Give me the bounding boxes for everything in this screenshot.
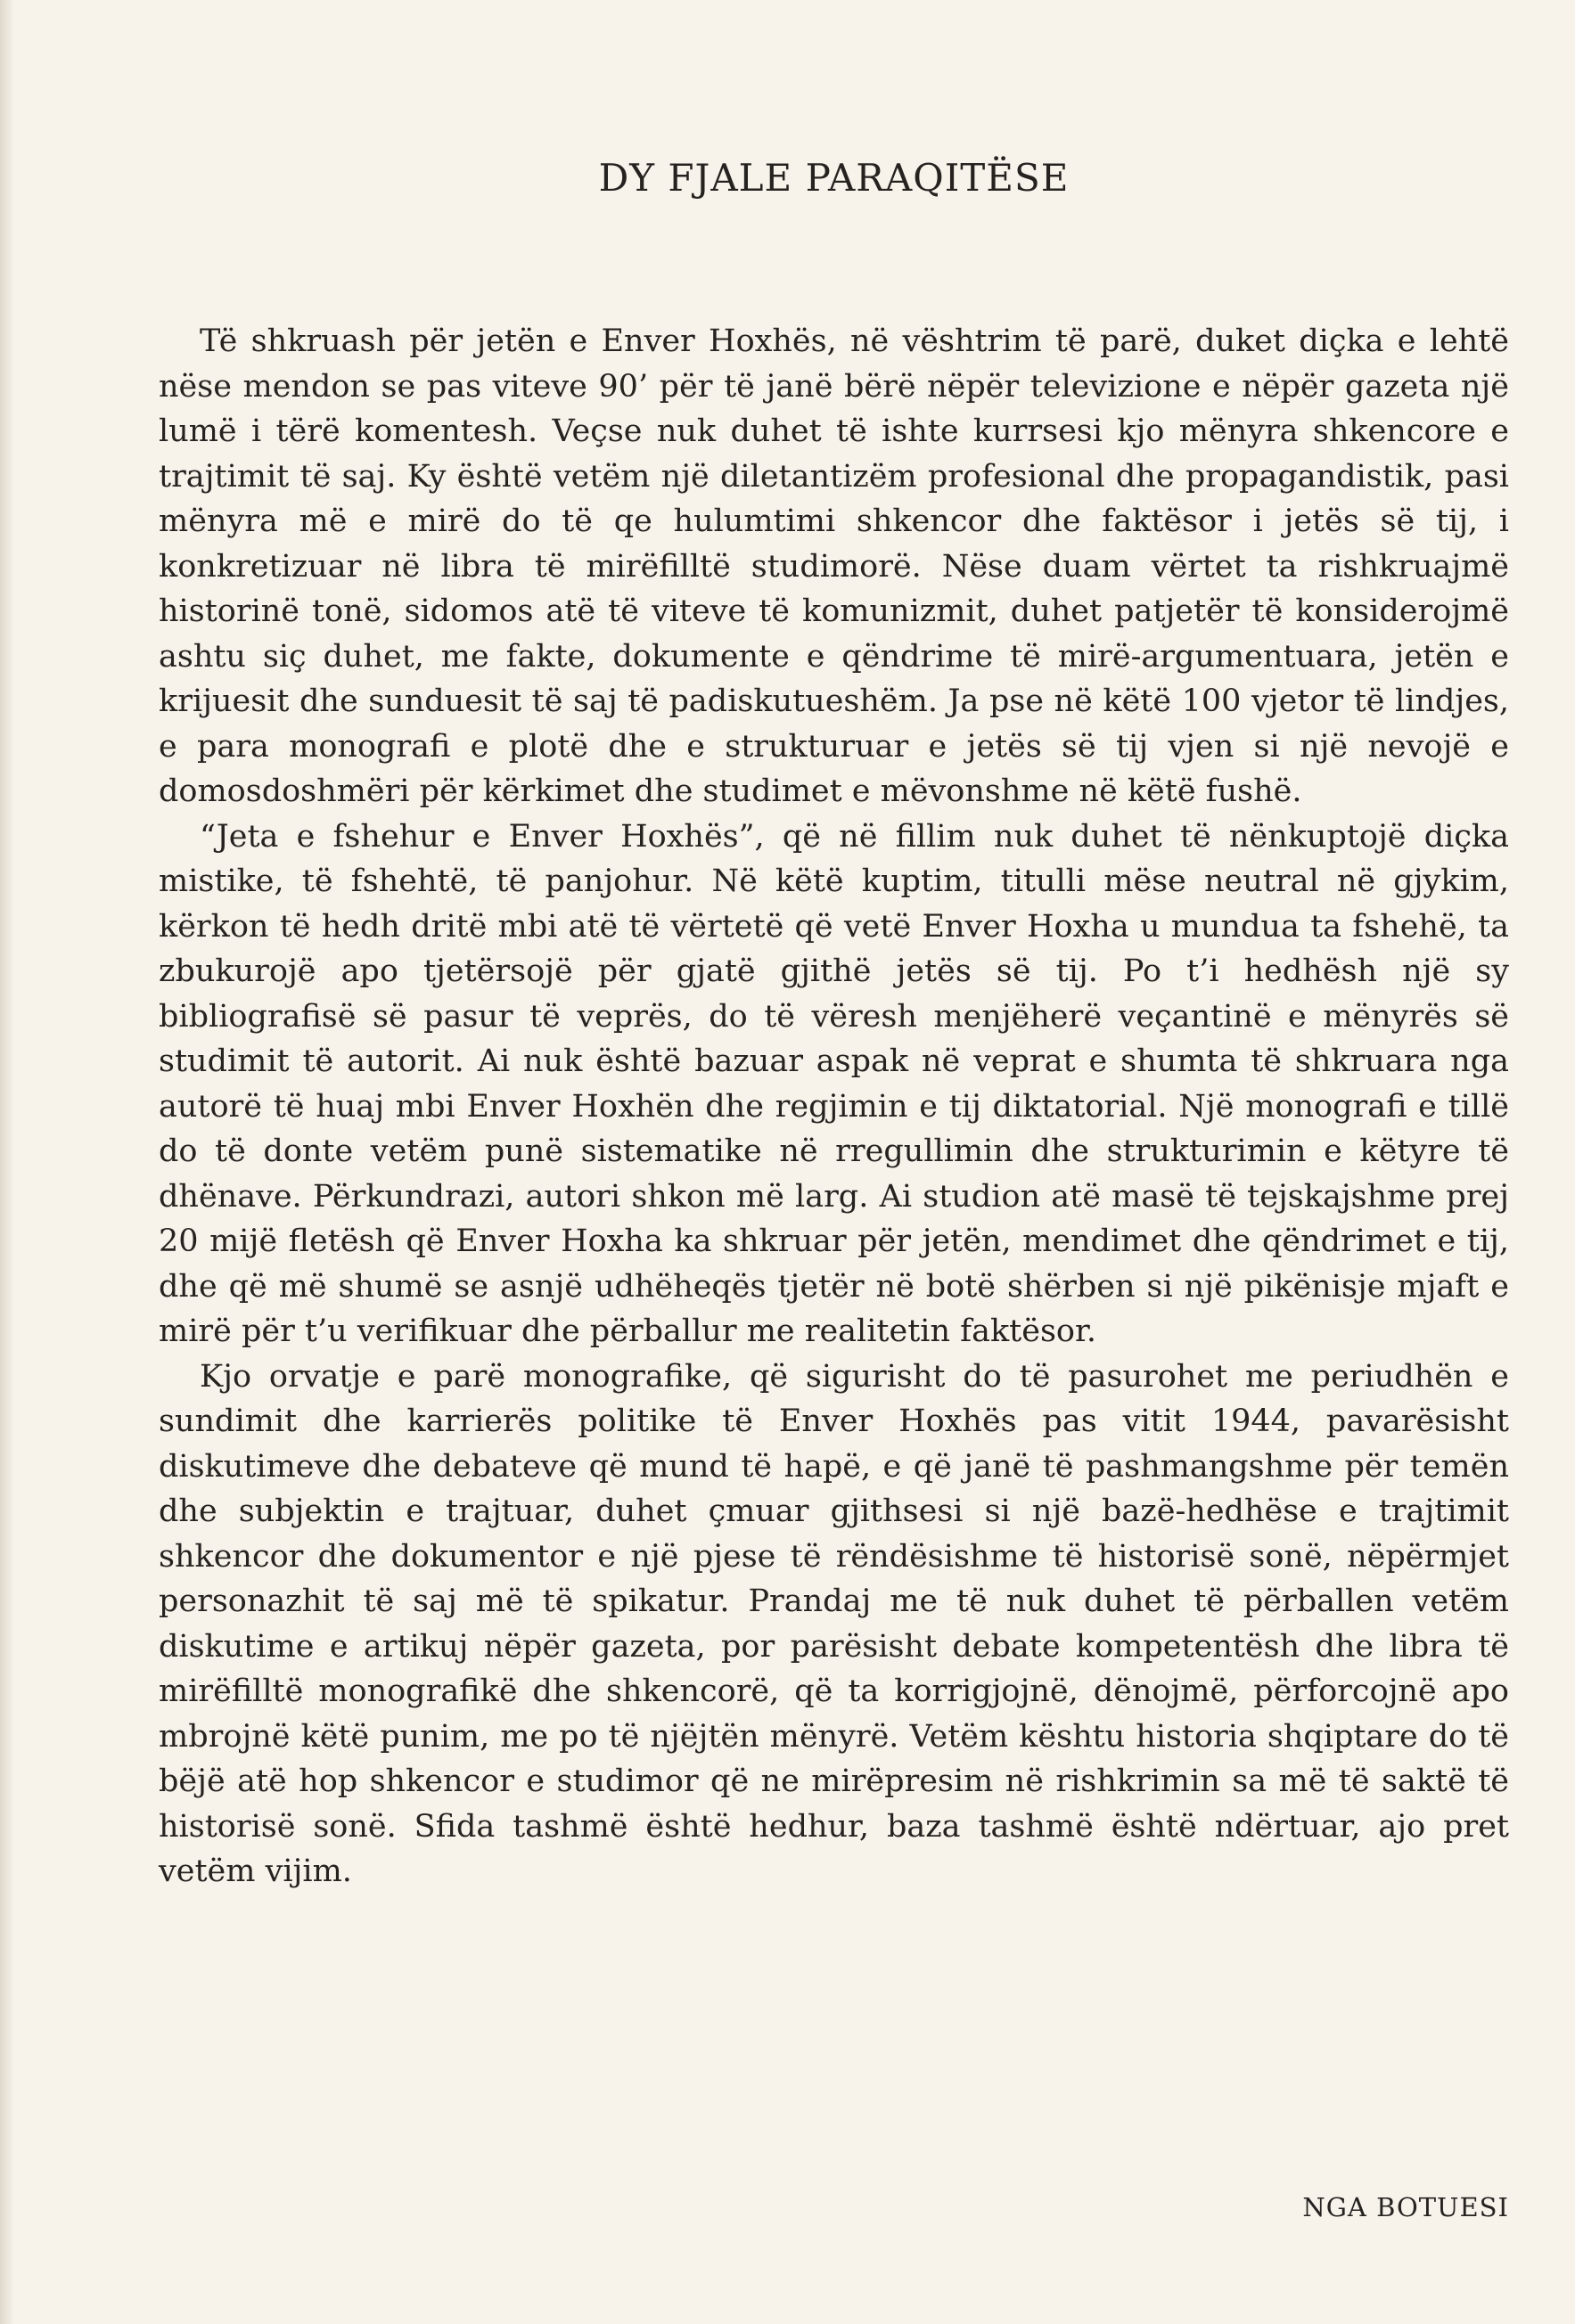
body-text [159, 319, 1509, 1894]
publisher-signature: NGA BOTUESI [1302, 2192, 1509, 2222]
scan-edge [0, 0, 14, 2324]
paragraph-2: “Jeta e fshehur e Enver Hoxhës”, që në fillim nuk duhet të nënkuptojë diçka mistike, të fshehtë, të panjohur. Në këtë kuptim, titulli mëse neutral në gjykim, kërkon të hedh dritë mbi atë të vërtetë që vetë Enver Hoxha u mundua ta fshehë, ta zbukurojë apo tjetërsojë për gjatë gjithë jetës së tij. Po t’i hedhësh një sy bibliografisë së pasur të veprës, do të vëresh menjëherë veçantinë e mënyrës së studimit të autorit. Ai nuk është bazuar aspak në veprat e shumta të shkruara nga autorë të huaj mbi Enver Hoxhën dhe regjimin e tij diktatorial. Një monografi e tillë do të donte vetëm punë sistematike në rregullimin dhe strukturimin e këtyre të dhënave. Përkundrazi, autori shkon më larg. Ai studion atë masë të tejskajshme prej 20 mijë fletësh që Enver Hoxha ka shkruar për jetën, mendimet dhe qëndrimet e tij, dhe që më shumë se asnjë udhëheqës tjetër në botë shërben si një pikënisje mjaft e mirë për t’u verifikuar dhe përballur me realitetin faktësor. [159, 818, 1509, 1349]
paragraph-3: Kjo orvatje e parë monografike, që sigurisht do të pasurohet me periudhën e sundimit dhe karrierës politike të Enver Hoxhës pas vitit 1944, pavarësisht diskutimeve dhe debateve që mund të hapë, e që janë të pashmangshme për temën dhe subjektin e trajtuar, duhet çmuar gjithsesi si një bazë-hedhëse e trajtimit shkencor dhe dokumentor e një pjese të rëndësishme të historisë sonë, nëpërmjet personazhit të saj më të spikatur. Prandaj me të nuk duhet të përballen vetëm diskutime e artikuj nëpër gazeta, por parësisht debate kompetentësh dhe libra të mirëfilltë monografikë dhe shkencorë, që ta korrigjojnë, dënojmë, përforcojnë apo mbrojnë këtë punim, me po të njëjtën mënyrë. Vetëm kështu historia shqiptare do të bëjë atë hop shkencor e studimor që ne mirëpresim në rishkrimin sa më të saktë të historisë sonë. Sfida tashmë është hedhur, baza tashmë është ndërtuar, ajo pret vetëm vijim. [159, 1358, 1509, 1889]
book-page [159, 0, 1509, 2324]
page-title: DY FJALE PARAQITËSE [598, 156, 1070, 200]
paragraph-1: Të shkruash për jetën e Enver Hoxhës, në vështrim të parë, duket diçka e lehtë nëse mendon se pas viteve 90’ për të janë bërë nëpër televizione e nëpër gazeta një lumë i tërë komentesh. Veçse nuk duhet të ishte kurrsesi kjo mënyra shkencore e trajtimit të saj. Ky është vetëm një diletantizëm profesional dhe propagandistik, pasi mënyra më e mirë do të qe hulumtimi shkencor dhe faktësor i jetës së tij, i konkretizuar në libra të mirëfilltë studimorë. Nëse duam vërtet ta rishkruajmë historinë tonë, sidomos atë të viteve të komunizmit, duhet patjetër të konsiderojmë ashtu siç duhet, me fakte, dokumente e qëndrime të mirë-argumentuara, jetën e krijuesit dhe sunduesit të saj të padiskutueshëm. Ja pse në këtë 100 vjetor të lindjes, e para monografi e plotë dhe e strukturuar e jetës së tij vjen si një nevojë e domosdoshmëri për kërkimet dhe studimet e mëvonshme në këtë fushë. [159, 323, 1509, 809]
